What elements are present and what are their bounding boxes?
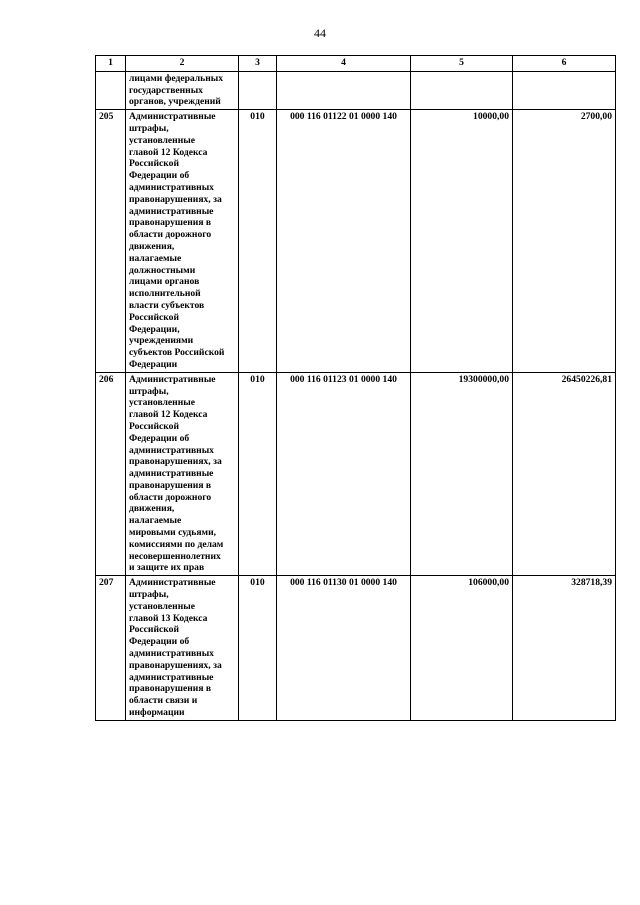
item-name-line: Федерации [129,358,178,370]
item-name-cell [126,71,239,109]
item-name-line: Российской [129,158,179,170]
item-name-line: области дорожного [129,491,212,503]
item-name-line: правонарушения в [129,217,212,229]
item-name-line: области дорожного [129,229,212,241]
item-name-line: и защите их прав [129,562,205,574]
item-name-line: власти субъектов [129,299,205,311]
item-name-line: главой 13 Кодекса [129,612,208,624]
item-name-line: штрафы, [129,122,169,134]
item-name-line: административных [129,181,214,193]
budget-code-cell [277,71,411,109]
column-header: 2 [126,56,239,72]
column-header: 4 [277,56,411,72]
item-name-line: государственных [129,84,203,96]
item-name-line: комиссиями по делам [129,538,224,550]
item-name-line: налагаемые [129,515,182,527]
table-row [96,110,616,373]
item-name-line: Административные [129,373,216,385]
item-name-line: установленные [129,134,195,146]
item-name-line: Федерации об [129,170,190,182]
item-name-line: Федерации об [129,432,190,444]
item-name-line: движения, [129,503,175,515]
row-number-cell: 206 [96,372,126,576]
column-header: 5 [411,56,513,72]
item-name-line: исполнительной [129,288,201,300]
item-name-line: лицами органов [129,276,200,288]
item-name-line: органов, учреждений [129,96,221,108]
budget-code-cell: 000 116 01130 01 0000 140 [277,576,411,721]
item-name-line: Российской [129,311,179,323]
line-code-cell: 010 [239,110,277,373]
table-row [96,372,616,576]
item-name-line: Федерации, [129,323,180,335]
item-name-line: Административные [129,577,216,589]
line-code-cell: 010 [239,576,277,721]
planned-amount-cell: 106000,00 [411,576,513,721]
item-name-line: движения, [129,240,175,252]
item-name-line: главой 12 Кодекса [129,409,208,421]
item-name-line: Российской [129,624,179,636]
page-number: 44 [314,26,326,40]
column-header: 6 [513,56,616,72]
item-name-line: лицами федеральных [129,72,224,84]
table-header-row [96,56,616,72]
item-name-cell [126,576,239,721]
item-name-line: штрафы, [129,385,169,397]
item-name-line: установленные [129,600,195,612]
item-name-line: правонарушения в [129,683,212,695]
item-name-line: правонарушениях, за [129,659,222,671]
row-number-cell [96,71,126,109]
item-name-line: должностными [129,264,196,276]
item-name-line: правонарушениях, за [129,193,222,205]
actual-amount-cell: 26450226,81 [513,372,616,576]
actual-amount-cell: 2700,00 [513,110,616,373]
item-name-line: несовершеннолетних [129,550,221,562]
item-name-line: Российской [129,420,179,432]
item-name-line: главой 12 Кодекса [129,146,208,158]
item-name-line: правонарушениях, за [129,456,222,468]
table-row [96,71,616,109]
item-name-line: административные [129,205,214,217]
item-name-line: административных [129,648,214,660]
item-name-line: административные [129,671,214,683]
item-name-line: Федерации об [129,636,190,648]
line-code-cell: 010 [239,372,277,576]
column-header: 1 [96,56,126,72]
item-name-line: учреждениями [129,335,194,347]
row-number-cell: 207 [96,576,126,721]
budget-code-cell: 000 116 01122 01 0000 140 [277,110,411,373]
item-name-line: административных [129,444,214,456]
item-name-line: информации [129,707,185,719]
item-name-line: административные [129,468,214,480]
item-name-line: Административные [129,111,216,123]
budget-table [95,55,616,721]
item-name-line: мировыми судьями, [129,527,216,539]
item-name-line: правонарушения в [129,479,212,491]
line-code-cell [239,71,277,109]
actual-amount-cell [513,71,616,109]
item-name-cell [126,110,239,373]
table-body [96,71,616,720]
table-row [96,576,616,721]
item-name-line: налагаемые [129,252,182,264]
row-number-cell: 205 [96,110,126,373]
column-header: 3 [239,56,277,72]
planned-amount-cell [411,71,513,109]
item-name-line: установленные [129,397,195,409]
planned-amount-cell: 10000,00 [411,110,513,373]
item-name-line: штрафы, [129,589,169,601]
item-name-cell [126,372,239,576]
item-name-line: области связи и [129,695,198,707]
budget-code-cell: 000 116 01123 01 0000 140 [277,372,411,576]
planned-amount-cell: 19300000,00 [411,372,513,576]
actual-amount-cell: 328718,39 [513,576,616,721]
item-name-line: субъектов Российской [129,347,225,359]
